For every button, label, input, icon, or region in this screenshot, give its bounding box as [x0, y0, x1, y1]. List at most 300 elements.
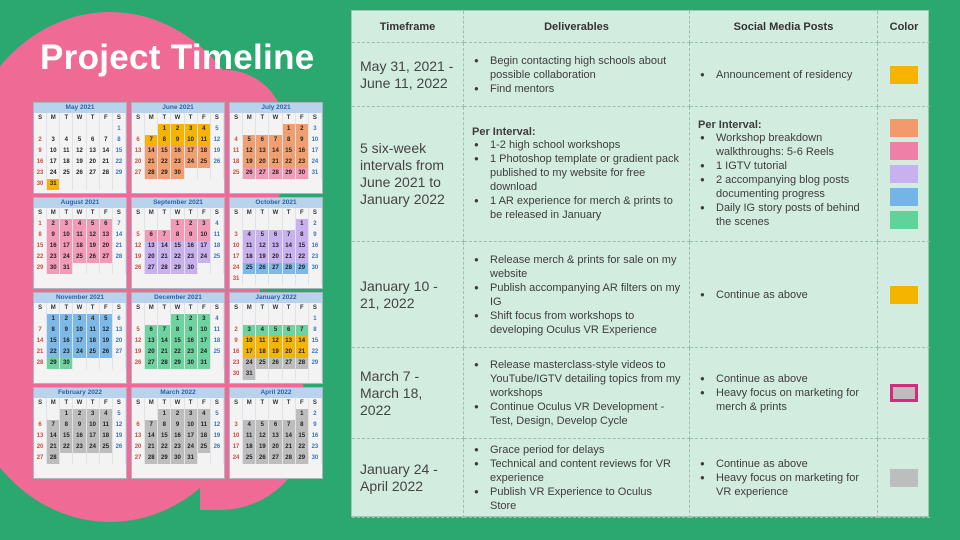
day-cell: 26 [132, 263, 145, 274]
day-cell: 16 [34, 157, 47, 168]
day-cell: 19 [256, 252, 269, 263]
day-cell: 23 [171, 442, 184, 453]
day-cell: 3 [185, 409, 198, 420]
weekday-letter: S [34, 113, 47, 124]
month-calendar [131, 292, 225, 384]
day-cell: 13 [132, 431, 145, 442]
deliverables-cell [464, 242, 690, 348]
month-calendar [33, 387, 127, 479]
day-cell: 31 [60, 263, 73, 274]
day-cell: 9 [171, 135, 184, 146]
week-row [132, 314, 224, 325]
day-cell: 24 [230, 263, 243, 274]
week-row [132, 168, 224, 179]
day-cell: 10 [60, 230, 73, 241]
day-cell: 14 [145, 146, 158, 157]
day-cell: 18 [100, 431, 113, 442]
weekday-letter: S [230, 208, 243, 219]
day-cell: 12 [87, 230, 100, 241]
day-cell: 11 [243, 431, 256, 442]
month-calendar [229, 387, 323, 479]
day-cell: 27 [145, 358, 158, 369]
color-cell [878, 439, 930, 518]
bullet-item: ● 2 accompanying blog posts documenting progress [698, 173, 869, 201]
day-cell [211, 453, 224, 464]
day-cell: 16 [185, 241, 198, 252]
day-cell [256, 124, 269, 135]
day-cell: 7 [269, 135, 282, 146]
weekday-letter: M [145, 113, 158, 124]
day-cell: 27 [100, 252, 113, 263]
weekday-letter: M [243, 113, 256, 124]
month-name: June 2021 [132, 103, 224, 113]
day-cell: 23 [171, 157, 184, 168]
weekday-letter: F [198, 303, 211, 314]
day-cell: 3 [309, 124, 322, 135]
color-cell [878, 348, 930, 439]
day-cell: 19 [211, 146, 224, 157]
color-swatch [890, 384, 918, 402]
day-cell: 17 [243, 347, 256, 358]
day-cell: 24 [185, 157, 198, 168]
day-cell [73, 179, 86, 190]
day-cell: 21 [47, 442, 60, 453]
day-cell: 8 [34, 230, 47, 241]
day-cell: 30 [171, 168, 184, 179]
day-cell: 16 [185, 336, 198, 347]
day-cell: 28 [47, 453, 60, 464]
day-cell: 27 [132, 453, 145, 464]
month-name: November 2021 [34, 293, 126, 303]
week-row [34, 230, 126, 241]
weekday-header [34, 303, 126, 314]
social-posts-list [698, 372, 869, 414]
timeframe-cell: March 7 - March 18, 2022 [352, 348, 464, 439]
day-cell: 23 [296, 157, 309, 168]
weekday-letter: T [60, 208, 73, 219]
social-posts-list [698, 457, 869, 499]
week-row [132, 124, 224, 135]
day-cell: 27 [283, 358, 296, 369]
day-cell: 15 [171, 336, 184, 347]
bullet-item: ● Begin contacting high schools about possible collaboration [472, 54, 681, 82]
weekday-letter: F [296, 303, 309, 314]
week-row [230, 168, 322, 179]
week-row [230, 157, 322, 168]
day-cell: 8 [47, 325, 60, 336]
day-cell: 22 [113, 157, 126, 168]
week-row [34, 157, 126, 168]
day-cell: 29 [171, 263, 184, 274]
day-cell: 21 [145, 157, 158, 168]
weekday-letter: S [132, 113, 145, 124]
weekday-letter: M [145, 208, 158, 219]
day-cell: 20 [87, 157, 100, 168]
day-cell [256, 409, 269, 420]
bullet-item: ● Announcement of residency [698, 68, 869, 82]
day-cell: 26 [113, 442, 126, 453]
day-cell [269, 369, 282, 380]
bullet-item: ● Release masterclass-style videos to YouTube/IGTV detailing topics from my workshops [472, 358, 681, 400]
weekday-letter: T [60, 303, 73, 314]
day-cell [309, 369, 322, 380]
day-cell: 26 [256, 263, 269, 274]
weekday-letter: S [230, 113, 243, 124]
day-cell: 21 [158, 347, 171, 358]
day-cell: 19 [73, 157, 86, 168]
weekday-letter: W [269, 303, 282, 314]
day-cell: 21 [34, 347, 47, 358]
day-cell: 19 [243, 157, 256, 168]
color-swatch [890, 188, 918, 206]
weekday-letter: F [100, 303, 113, 314]
day-cell: 7 [158, 325, 171, 336]
week-row [230, 230, 322, 241]
weekday-header [34, 398, 126, 409]
day-cell: 7 [283, 230, 296, 241]
day-cell: 25 [198, 157, 211, 168]
bullet-item: ● 1 Photoshop template or gradient pack published to my website for free download [472, 152, 681, 194]
day-cell: 18 [198, 431, 211, 442]
weekday-letter: T [256, 113, 269, 124]
day-cell: 8 [171, 325, 184, 336]
day-cell: 20 [132, 157, 145, 168]
day-cell: 13 [100, 230, 113, 241]
day-cell: 5 [87, 219, 100, 230]
day-cell: 11 [73, 230, 86, 241]
day-cell [100, 124, 113, 135]
weekday-letter: W [73, 398, 86, 409]
day-cell: 22 [283, 157, 296, 168]
day-cell: 22 [296, 252, 309, 263]
bullet-item: ● Heavy focus on marketing for VR experience [698, 471, 869, 499]
day-cell: 12 [73, 146, 86, 157]
day-cell: 10 [230, 431, 243, 442]
day-cell: 14 [296, 336, 309, 347]
day-cell: 1 [60, 409, 73, 420]
day-cell: 30 [185, 263, 198, 274]
day-cell: 2 [309, 409, 322, 420]
day-cell [132, 219, 145, 230]
day-cell: 18 [256, 347, 269, 358]
week-row [230, 146, 322, 157]
weekday-letter: S [113, 398, 126, 409]
deliverables-cell [464, 348, 690, 439]
day-cell [211, 168, 224, 179]
day-cell: 29 [158, 453, 171, 464]
day-cell: 22 [158, 157, 171, 168]
week-row [132, 241, 224, 252]
week-row [34, 179, 126, 190]
day-cell [256, 219, 269, 230]
day-cell: 24 [87, 442, 100, 453]
per-interval-heading: Per Interval: [472, 126, 536, 138]
day-cell [113, 263, 126, 274]
day-cell: 18 [87, 336, 100, 347]
day-cell: 5 [211, 124, 224, 135]
day-cell: 24 [47, 168, 60, 179]
deliverables-cell [464, 43, 690, 107]
day-cell: 21 [296, 347, 309, 358]
day-cell: 18 [198, 146, 211, 157]
day-cell: 27 [269, 453, 282, 464]
day-cell [243, 124, 256, 135]
day-cell [283, 219, 296, 230]
timeline-table [351, 10, 929, 517]
day-cell: 18 [243, 442, 256, 453]
day-cell: 13 [87, 146, 100, 157]
weekday-letter: F [198, 398, 211, 409]
day-cell: 15 [283, 146, 296, 157]
weekday-letter: S [211, 113, 224, 124]
day-cell: 1 [158, 124, 171, 135]
day-cell [113, 453, 126, 464]
day-cell: 18 [230, 157, 243, 168]
day-cell: 2 [171, 409, 184, 420]
day-cell [256, 314, 269, 325]
day-cell: 29 [171, 358, 184, 369]
month-name: May 2021 [34, 103, 126, 113]
day-cell: 29 [296, 453, 309, 464]
day-cell: 10 [87, 420, 100, 431]
weekday-letter: S [309, 398, 322, 409]
day-cell [230, 409, 243, 420]
day-cell [100, 179, 113, 190]
day-cell: 13 [283, 336, 296, 347]
day-cell: 3 [230, 420, 243, 431]
week-row [34, 135, 126, 146]
day-cell: 25 [256, 358, 269, 369]
week-row [132, 135, 224, 146]
day-cell: 9 [47, 230, 60, 241]
week-row [34, 146, 126, 157]
color-swatch [890, 469, 918, 487]
day-cell: 31 [243, 369, 256, 380]
month-name: October 2021 [230, 198, 322, 208]
week-row [230, 453, 322, 464]
color-swatch [890, 142, 918, 160]
day-cell: 26 [87, 252, 100, 263]
day-cell [230, 314, 243, 325]
color-cell [878, 107, 930, 242]
day-cell: 29 [158, 168, 171, 179]
day-cell: 16 [60, 336, 73, 347]
week-row [132, 409, 224, 420]
weekday-letter: W [171, 303, 184, 314]
day-cell: 1 [47, 314, 60, 325]
day-cell: 27 [113, 347, 126, 358]
weekday-letter: M [47, 208, 60, 219]
day-cell: 8 [296, 420, 309, 431]
day-cell: 18 [73, 241, 86, 252]
day-cell: 1 [171, 314, 184, 325]
deliverables-cell [464, 107, 690, 242]
day-cell: 18 [211, 336, 224, 347]
day-cell: 22 [171, 347, 184, 358]
day-cell: 4 [243, 420, 256, 431]
day-cell: 3 [185, 124, 198, 135]
day-cell: 15 [296, 241, 309, 252]
week-row [34, 124, 126, 135]
day-cell: 12 [211, 135, 224, 146]
day-cell: 24 [230, 453, 243, 464]
day-cell: 8 [158, 135, 171, 146]
weekday-letter: M [47, 303, 60, 314]
day-cell: 26 [132, 358, 145, 369]
day-cell: 29 [309, 358, 322, 369]
day-cell: 11 [211, 230, 224, 241]
bullet-item: ● Heavy focus on marketing for merch & prints [698, 386, 869, 414]
day-cell: 28 [158, 358, 171, 369]
social-posts-list [698, 68, 869, 82]
day-cell: 15 [60, 431, 73, 442]
week-row [230, 409, 322, 420]
day-cell: 14 [47, 431, 60, 442]
weekday-letter: M [243, 208, 256, 219]
day-cell [100, 453, 113, 464]
day-cell: 20 [145, 347, 158, 358]
day-cell: 25 [211, 347, 224, 358]
day-cell: 26 [269, 358, 282, 369]
day-cell [60, 179, 73, 190]
day-cell: 26 [100, 347, 113, 358]
day-cell: 19 [132, 252, 145, 263]
day-cell: 22 [47, 347, 60, 358]
day-cell: 5 [100, 314, 113, 325]
day-cell: 7 [100, 135, 113, 146]
day-cell: 7 [158, 230, 171, 241]
day-cell: 9 [309, 230, 322, 241]
weekday-letter: T [185, 398, 198, 409]
color-swatch [890, 211, 918, 229]
day-cell: 6 [283, 325, 296, 336]
day-cell: 12 [132, 336, 145, 347]
header-color: Color [878, 11, 930, 43]
day-cell: 25 [243, 263, 256, 274]
weekday-letter: T [158, 113, 171, 124]
day-cell: 10 [243, 336, 256, 347]
day-cell: 26 [211, 442, 224, 453]
timeframe-cell: January 10 - 21, 2022 [352, 242, 464, 348]
day-cell: 14 [113, 230, 126, 241]
day-cell: 10 [309, 135, 322, 146]
day-cell [243, 219, 256, 230]
weekday-letter: S [113, 208, 126, 219]
weekday-letter: S [211, 398, 224, 409]
week-row [132, 420, 224, 431]
weekday-letter: S [34, 398, 47, 409]
day-cell: 20 [283, 347, 296, 358]
weekday-letter: T [185, 303, 198, 314]
deliverables-list [472, 253, 681, 337]
weekday-letter: T [158, 303, 171, 314]
month-name: August 2021 [34, 198, 126, 208]
day-cell: 30 [47, 263, 60, 274]
day-cell: 17 [185, 431, 198, 442]
day-cell: 1 [34, 219, 47, 230]
bullet-item: ● Shift focus from workshops to developing Oculus VR Experience [472, 309, 681, 337]
day-cell: 17 [230, 252, 243, 263]
day-cell [296, 369, 309, 380]
day-cell: 12 [256, 431, 269, 442]
weekday-letter: F [296, 208, 309, 219]
weekday-letter: W [73, 208, 86, 219]
weekday-letter: T [87, 398, 100, 409]
week-row [34, 219, 126, 230]
weekday-header [230, 113, 322, 124]
week-row [132, 347, 224, 358]
weekday-header [132, 113, 224, 124]
weekday-header [34, 208, 126, 219]
day-cell: 14 [158, 241, 171, 252]
week-row [34, 347, 126, 358]
day-cell [87, 179, 100, 190]
calendar-grid [33, 102, 323, 480]
weekday-letter: S [132, 208, 145, 219]
weekday-letter: T [283, 113, 296, 124]
week-row [34, 252, 126, 263]
day-cell: 23 [34, 168, 47, 179]
day-cell: 20 [145, 252, 158, 263]
day-cell: 17 [198, 241, 211, 252]
day-cell: 30 [309, 453, 322, 464]
week-row [230, 263, 322, 274]
day-cell: 14 [100, 146, 113, 157]
day-cell: 28 [269, 168, 282, 179]
day-cell: 14 [283, 241, 296, 252]
day-cell: 17 [309, 146, 322, 157]
day-cell: 4 [211, 314, 224, 325]
day-cell: 5 [211, 409, 224, 420]
day-cell: 30 [185, 358, 198, 369]
day-cell: 6 [87, 135, 100, 146]
day-cell [269, 124, 282, 135]
weekday-letter: M [47, 113, 60, 124]
day-cell: 20 [269, 252, 282, 263]
day-cell: 7 [145, 420, 158, 431]
week-row [230, 314, 322, 325]
color-cell [878, 242, 930, 348]
day-cell: 4 [87, 314, 100, 325]
weekday-letter: T [283, 398, 296, 409]
day-cell: 30 [230, 369, 243, 380]
day-cell: 20 [113, 336, 126, 347]
bullet-item: ● Daily IG story posts of behind the scenes [698, 201, 869, 229]
day-cell: 16 [47, 241, 60, 252]
day-cell: 4 [198, 124, 211, 135]
bullet-item: ● 1 AR experience for merch & prints to be released in January [472, 194, 681, 222]
day-cell [283, 409, 296, 420]
day-cell [73, 124, 86, 135]
day-cell: 15 [171, 241, 184, 252]
day-cell: 9 [171, 420, 184, 431]
month-name: April 2022 [230, 388, 322, 398]
day-cell: 2 [185, 314, 198, 325]
day-cell: 22 [171, 252, 184, 263]
week-row [132, 336, 224, 347]
day-cell: 11 [100, 420, 113, 431]
weekday-header [132, 303, 224, 314]
week-row [230, 431, 322, 442]
day-cell: 3 [230, 230, 243, 241]
day-cell: 28 [158, 263, 171, 274]
day-cell: 14 [145, 431, 158, 442]
weekday-letter: M [243, 398, 256, 409]
weekday-header [230, 303, 322, 314]
day-cell: 22 [296, 442, 309, 453]
social-posts-cell [690, 439, 878, 518]
day-cell: 27 [34, 453, 47, 464]
